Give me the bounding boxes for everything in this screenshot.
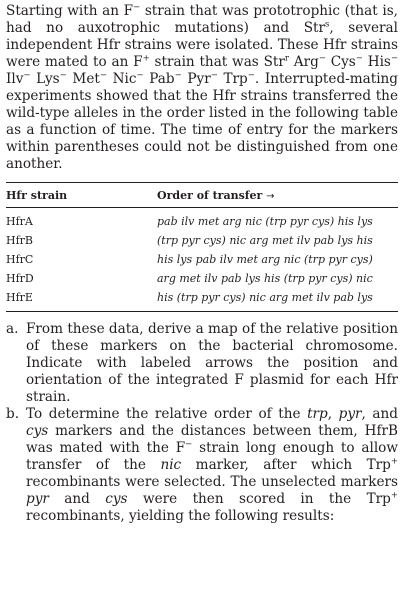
question-text: recombinants were selected. The unselected markers (26, 474, 398, 490)
question-text: were then scored in the Trp (127, 491, 391, 507)
header-order-of-transfer (157, 183, 398, 208)
superscript-plus: + (142, 53, 150, 64)
intro-text: , several independent Hfr strains were isolated. These Hfr strains were mated to an F (6, 20, 398, 70)
genotype-ilv: Ilv (6, 71, 24, 87)
intro-text: . Interrupted-mating experiments showed that the Hfr strains transferred the wild-type alleles in the order listed in the following table as a function of time. The time of entry for the markers within parentheses could not be distinguished from one another. (6, 71, 398, 172)
superscript-minus: − (210, 70, 218, 81)
gene-cys: cys (26, 423, 49, 439)
order-cell: his lys pab ilv met arg nic (trp pyr cys) (157, 253, 373, 266)
order-cell: (trp pyr cys) nic arg met ilv pab lys his (157, 234, 373, 247)
intro-text: Starting with an F (6, 3, 134, 19)
header-order-label: Order of transfer (157, 189, 263, 202)
superscript-minus: − (23, 70, 31, 81)
problem-intro-paragraph (6, 3, 398, 173)
genotype-pyr: Pyr (181, 71, 211, 87)
question-list (6, 321, 398, 525)
strain-cell: HfrD (6, 272, 34, 285)
order-cell: pab ilv met arg nic (trp pyr cys) his lys (157, 215, 373, 228)
question-text: strain long enough to allow transfer of the (26, 440, 399, 473)
genotype-nic: Nic (106, 71, 137, 87)
superscript-minus: − (355, 53, 363, 64)
superscript-minus: − (59, 70, 67, 81)
question-a (6, 321, 398, 406)
strain-cell: HfrE (6, 291, 33, 304)
superscript-plus: + (390, 456, 399, 467)
genotype-met: Met (66, 71, 100, 87)
superscript-s: s (324, 19, 330, 30)
intro-text: strain that was prototrophic (that is, had no auxotrophic mutations) and Str (6, 3, 398, 36)
strain-cell: HfrC (6, 253, 34, 266)
table-row (6, 251, 398, 270)
gene-pyr: pyr (338, 406, 362, 422)
genotype-pab: Pab (143, 71, 175, 87)
order-cell: arg met ilv pab lys his (trp pyr cys) nic (157, 272, 373, 285)
superscript-minus: − (99, 70, 107, 81)
gene-cys: cys (105, 491, 128, 507)
genotype-arg: Arg (293, 54, 319, 70)
header-hfr-strain: Hfr strain (6, 183, 157, 208)
superscript-minus: − (133, 2, 141, 13)
table-header-row (6, 183, 398, 208)
question-text: markers and the distances between them, HfrB was mated with the F (26, 423, 398, 456)
order-cell: his (trp pyr cys) nic arg met ilv pab lys (157, 291, 373, 304)
superscript-minus: − (174, 70, 182, 81)
intro-text: strain that was Str (149, 54, 285, 70)
question-text: and (48, 491, 106, 507)
table-row (6, 232, 398, 251)
strain-cell: HfrB (6, 234, 34, 247)
table-row (6, 208, 398, 233)
question-text: , (327, 406, 339, 422)
genotype-cys: Cys (325, 54, 356, 70)
gene-pyr: pyr (26, 491, 49, 507)
gene-nic: nic (160, 457, 182, 473)
question-text: recombinants, yielding the following results: (26, 508, 335, 524)
strain-cell: HfrA (6, 215, 33, 228)
superscript-minus: − (185, 439, 193, 450)
hfr-transfer-table (6, 182, 398, 312)
genotype-his: His (362, 54, 391, 70)
superscript-minus: − (247, 70, 255, 81)
superscript-r: r (284, 53, 289, 64)
transfer-order-table (6, 183, 398, 311)
table-row (6, 270, 398, 289)
question-label: b. (6, 406, 20, 422)
superscript-minus: − (136, 70, 144, 81)
genotype-lys: Lys (30, 71, 60, 87)
question-text: To determine the relative order of the (26, 406, 308, 422)
superscript-minus: − (318, 53, 326, 64)
question-text: From these data, derive a map of the relative position of these markers on the bacterial chromosome. Indicate with labeled arrows the position and orientation of the integrated F plasmid for each Hfr strain. (26, 321, 398, 405)
question-text: , and (361, 406, 398, 422)
table-row (6, 289, 398, 311)
right-arrow-icon: → (266, 191, 275, 202)
superscript-minus: − (390, 53, 399, 64)
gene-trp: trp (307, 406, 328, 422)
question-text: marker, after which Trp (181, 457, 391, 473)
question-label: a. (6, 321, 19, 337)
question-b (6, 406, 398, 525)
genotype-trp: Trp (217, 71, 248, 87)
superscript-plus: + (390, 490, 398, 501)
